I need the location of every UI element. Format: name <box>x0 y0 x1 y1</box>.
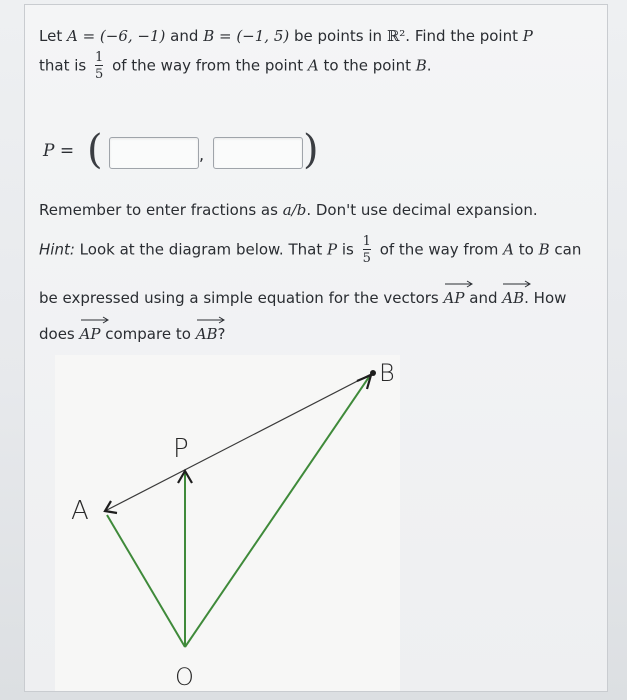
hint-text: . How <box>524 289 567 307</box>
hint-text: and <box>469 289 498 307</box>
segment-ab <box>105 373 373 511</box>
hint-text: does <box>39 325 75 343</box>
point-p-symbol: P <box>522 27 533 45</box>
label-o: O <box>175 663 194 691</box>
hint-label: Hint: <box>39 240 75 259</box>
fraction-one-fifth <box>363 235 371 265</box>
vector-ab <box>196 325 218 343</box>
vector-arrow-icon <box>80 316 110 324</box>
hint-line-3 <box>39 325 226 343</box>
y-coordinate-input[interactable] <box>213 137 303 169</box>
point-b-symbol: B <box>415 56 427 75</box>
hint-text: compare to <box>105 325 191 343</box>
point-b-expression: B = (−1, 5) <box>203 27 290 45</box>
hint-text: be expressed using a simple equation for the vectors <box>39 289 439 307</box>
point-a-expression: A = (−6, −1) <box>66 27 166 45</box>
question-text: of the way from the point <box>112 56 304 75</box>
question-text: that is <box>39 56 87 75</box>
vector-oa-line <box>107 515 185 647</box>
point-p-symbol: P <box>327 240 338 259</box>
close-paren: ) <box>303 127 319 173</box>
diagram-svg <box>55 355 400 691</box>
hint-text: can <box>554 240 582 259</box>
label-a: A <box>71 496 89 526</box>
hint-text: is <box>341 240 354 259</box>
vector-ap-label: AP <box>79 325 101 343</box>
point-b-symbol: B <box>538 240 550 259</box>
question-text: Let <box>39 27 63 45</box>
point-a-symbol: A <box>307 56 319 75</box>
arrowhead-a-icon <box>105 501 117 513</box>
remember-text: . Don't use decimal expansion. <box>306 201 538 219</box>
real-plane-symbol: ℝ² <box>386 27 406 45</box>
vector-ob-line <box>185 377 369 647</box>
x-coordinate-input[interactable] <box>109 137 199 169</box>
comma-separator: , <box>199 145 205 164</box>
fraction-numerator: 1 <box>95 50 104 65</box>
question-line-1 <box>39 27 533 45</box>
vector-ab-label: AB <box>195 325 218 343</box>
vector-arrow-icon <box>502 280 532 288</box>
remember-line <box>39 201 538 219</box>
question-text: . <box>426 56 432 75</box>
vector-arrow-icon <box>444 280 474 288</box>
hint-line-1 <box>39 235 581 265</box>
question-text: . Find the point <box>405 27 518 45</box>
hint-text: to <box>518 240 534 259</box>
hint-text: Look at the diagram below. That <box>79 240 323 259</box>
point-b-dot <box>370 370 376 376</box>
vector-arrow-icon <box>196 316 226 324</box>
vector-ap <box>80 325 101 343</box>
hint-text: of the way from <box>379 240 499 259</box>
fraction-denominator: 5 <box>95 67 104 82</box>
question-card <box>24 4 608 692</box>
hint-text: ? <box>217 325 226 343</box>
hint-line-2 <box>39 289 566 307</box>
question-text: and <box>170 27 199 45</box>
fraction-format: a/b <box>282 201 307 219</box>
fraction-denominator: 5 <box>362 251 371 266</box>
vector-ap <box>444 289 465 307</box>
vector-ap-label: AP <box>443 289 465 307</box>
label-b: B <box>379 359 395 387</box>
label-p: P <box>173 434 189 464</box>
vector-ab <box>502 289 524 307</box>
fraction-numerator: 1 <box>362 234 371 249</box>
question-text: to the point <box>323 56 411 75</box>
vector-ab-label: AB <box>502 289 525 307</box>
question-line-2 <box>39 51 432 81</box>
answer-label: P = <box>43 141 75 161</box>
question-text: be points in <box>294 27 383 45</box>
fraction-one-fifth <box>95 51 103 81</box>
open-paren: ( <box>87 127 103 173</box>
vector-diagram <box>55 355 400 691</box>
remember-text: Remember to enter fractions as <box>39 201 278 219</box>
point-a-symbol: A <box>503 240 514 259</box>
